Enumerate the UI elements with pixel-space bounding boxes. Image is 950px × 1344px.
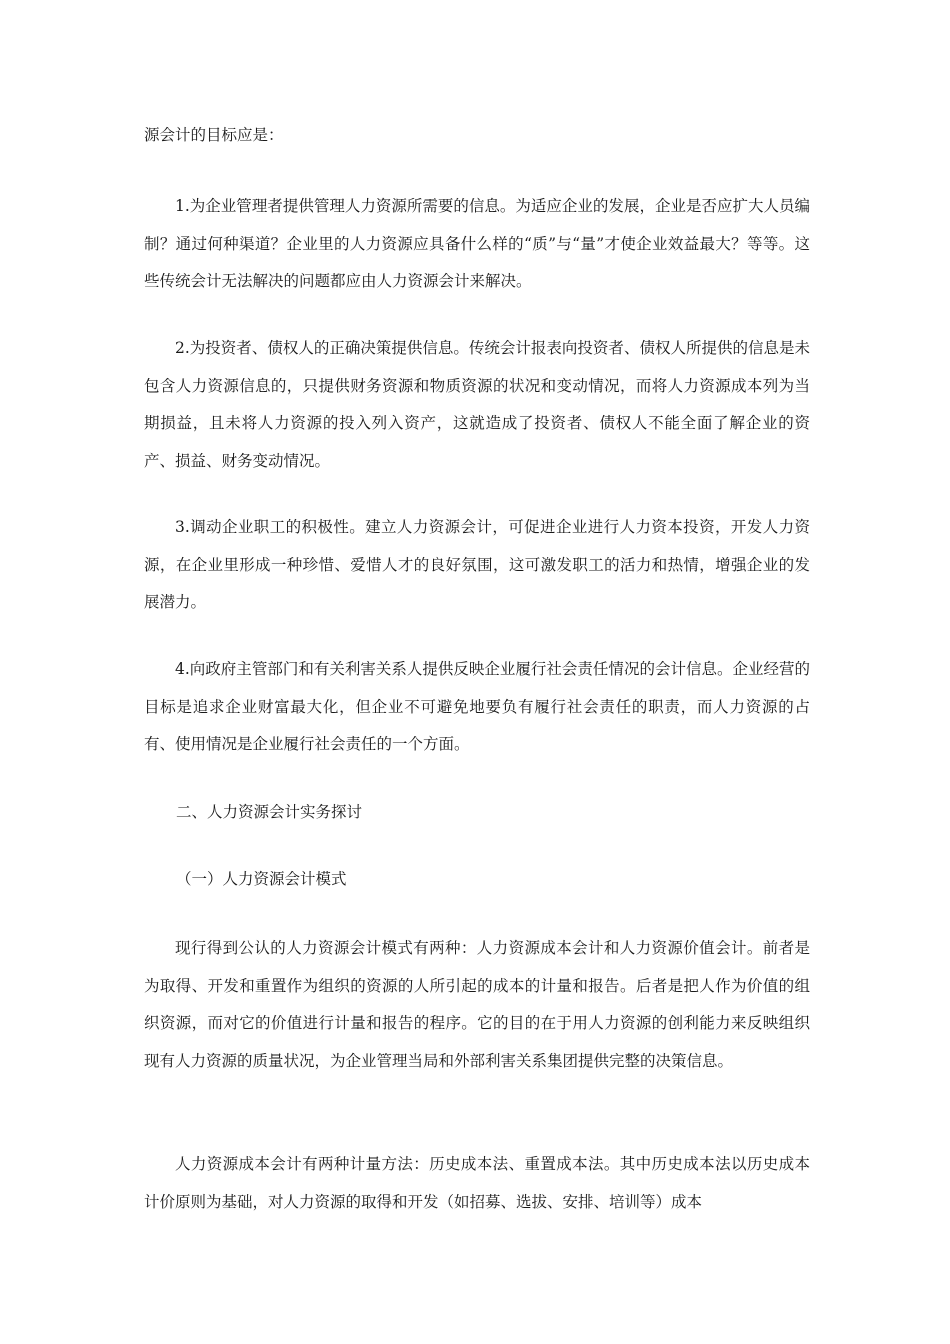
section-heading: 二、人力资源会计实务探讨 (176, 803, 363, 821)
paragraph-accounting-models: 现行得到公认的人力资源会计模式有两种：人力资源成本会计和人力资源价值会计。前者是为取得、开发和重置作为组织的资源的人所引起的成本的计量和报告。后者是把人作为价值的组织资源，而对它的价值进行计量和报告的程序。它的目的在于用人力资源的创利能力来反映组织现有人力资源的质量状况，为企业管理当局和外部利害关系集团提供完整的决策信息。 (144, 939, 810, 1070)
paragraph-objective-3: 3.调动企业职工的积极性。建立人力资源会计，可促进企业进行人力资本投资，开发人力资源，在企业里形成一种珍惜、爱惜人才的良好氛围，这可激发职工的活力和热情，增强企业的发展潜力。 (144, 518, 810, 611)
subsection-heading: （一）人力资源会计模式 (176, 870, 347, 888)
paragraph-objective-2: 2.为投资者、债权人的正确决策提供信息。传统会计报表向投资者、债权人所提供的信息是未包含人力资源信息的，只提供财务资源和物质资源的状况和变动情况，而将人力资源成本列为当期损益，且未将人力资源的投入列入资产，这就造成了投资者、债权人不能全面了解企业的资产、损益、财务变动情况。 (144, 339, 810, 470)
paragraph-continuation: 源会计的目标应是： (144, 126, 284, 144)
paragraph-cost-methods: 人力资源成本会计有两种计量方法：历史成本法、重置成本法。其中历史成本法以历史成本计价原则为基础，对人力资源的取得和开发（如招募、选拔、安排、培训等）成本 (144, 1155, 810, 1211)
paragraph-objective-1: 1.为企业管理者提供管理人力资源所需要的信息。为适应企业的发展，企业是否应扩大人员编制？通过何种渠道？企业里的人力资源应具备什么样的“质”与“量”才使企业效益最大？等等。这些传统会计无法解决的问题都应由人力资源会计来解决。 (144, 197, 810, 290)
paragraph-objective-4: 4.向政府主管部门和有关利害关系人提供反映企业履行社会责任情况的会计信息。企业经营的目标是追求企业财富最大化，但企业不可避免地要负有履行社会责任的职责，而人力资源的占有、使用情况是企业履行社会责任的一个方面。 (144, 660, 810, 753)
